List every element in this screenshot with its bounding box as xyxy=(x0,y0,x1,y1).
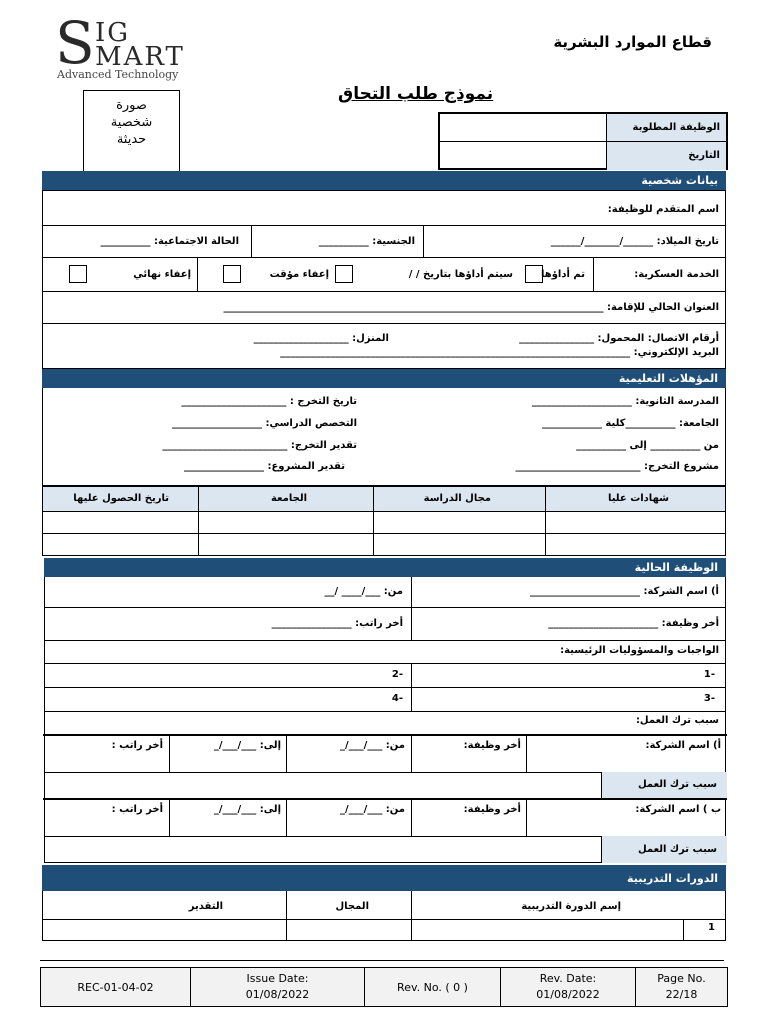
degrees-table xyxy=(42,486,726,556)
project-grade-label[interactable]: تقدير المشروع: ________________ xyxy=(184,461,345,472)
footer-rev-no: Rev. No. ( 0 ) xyxy=(364,968,500,1006)
job-date-table xyxy=(438,112,728,170)
training-row-number: 1 xyxy=(708,922,715,933)
footer-rev-label: Rev. Date: xyxy=(539,972,597,985)
prev-b-reason-label: سبب ترك العمل xyxy=(637,844,717,855)
photo-line-1: صورة xyxy=(116,98,147,113)
grad-date-label[interactable]: تاريخ التخرج : _____________________ xyxy=(181,396,357,407)
address-label: العنوان الحالي للإقامة: ____________________________________________________________________________ xyxy=(223,302,719,313)
degrees-header-1: شهادات عليا xyxy=(607,493,669,504)
duty-2[interactable]: -2 xyxy=(391,669,403,680)
contact-mobile-label: أرقام الاتصال: المحمول: _______________ xyxy=(519,333,719,344)
prev-a-last-job-label[interactable]: أخر وظيفة: xyxy=(463,740,521,751)
photo-line-3: حديثة xyxy=(116,132,147,147)
leave-reason-label[interactable]: سبب ترك العمل: xyxy=(635,715,719,726)
nationality-label: الجنسية: __________ xyxy=(318,236,415,247)
mil-temp-checkbox[interactable] xyxy=(223,265,241,283)
training-header-course: إسم الدورة التدريبية xyxy=(521,901,621,912)
university-label[interactable]: الجامعة: __________كلية ____________ xyxy=(541,418,719,429)
applicant-name-row[interactable] xyxy=(42,190,726,226)
mil-done-label: تم أداؤها xyxy=(541,269,585,280)
contact-home-label: المنزل: ___________________ xyxy=(253,333,389,344)
footer-code: REC-01-04-02 xyxy=(77,981,154,994)
job-label: الوظيفة المطلوبة xyxy=(606,114,726,141)
grad-grade-label[interactable]: تقدير التخرج: _________________________ xyxy=(162,440,357,451)
prev-b-last-job-label[interactable]: أخر وظيفة: xyxy=(463,804,521,815)
sector-title: قطاع الموارد البشرية xyxy=(553,33,712,51)
personal-section-header: بيانات شخصية xyxy=(42,171,726,190)
prev-a-reason-label: سبب ترك العمل xyxy=(637,779,717,790)
military-row xyxy=(42,258,726,292)
document-footer xyxy=(40,967,728,1007)
high-school-label[interactable]: المدرسة الثانوية: ____________________ xyxy=(531,396,719,407)
mil-later-label: سيتم أداؤها بتاريخ / / xyxy=(408,269,513,280)
from-to-label[interactable]: من __________ إلى __________ xyxy=(576,440,719,451)
birth-date-label: تاريخ الميلاد: ______/_______/______ xyxy=(550,236,719,247)
logo-tagline: Advanced Technology xyxy=(57,68,179,81)
current-from-label[interactable]: من: ___/____ /__ xyxy=(324,586,403,597)
marital-label: الحالة الاجتماعية: __________ xyxy=(100,236,239,247)
duty-3[interactable]: -3 xyxy=(703,693,715,704)
logo-letter-s: S xyxy=(55,9,95,77)
photo-line-2: شخصية xyxy=(110,115,153,130)
logo-letters-ig: IG xyxy=(95,18,131,48)
footer-issue xyxy=(190,968,364,1006)
email-label: البريد الإلكتروني: ______________________________________________________________________ xyxy=(280,347,719,358)
job-row[interactable] xyxy=(440,114,726,142)
prev-job-a-row xyxy=(45,736,727,772)
duty-1[interactable]: -1 xyxy=(703,669,715,680)
mil-done-checkbox[interactable] xyxy=(525,265,543,283)
specialty-label[interactable]: التخصص الدراسي: __________________ xyxy=(171,418,357,429)
prev-a-company-label[interactable]: أ) اسم الشركة: xyxy=(645,740,721,751)
duty-4[interactable]: -4 xyxy=(391,693,403,704)
mil-final-checkbox[interactable] xyxy=(69,265,87,283)
degrees-header-2: مجال الدراسة xyxy=(423,493,491,504)
prev-b-salary-label[interactable]: أخر راتب : xyxy=(111,804,163,815)
mil-later-checkbox[interactable] xyxy=(335,265,353,283)
training-header-grade: التقدير xyxy=(188,901,223,912)
training-header-field: المجال xyxy=(335,901,369,912)
footer-rev-date xyxy=(500,968,635,1006)
military-label: الخدمة العسكرية: xyxy=(634,269,719,280)
training-table xyxy=(42,891,726,941)
prev-b-from-label[interactable]: من: ___/___/_ xyxy=(340,804,405,815)
prev-a-salary-label[interactable]: أخر راتب : xyxy=(111,740,163,751)
footer-page-label: Page No. xyxy=(657,972,706,985)
form-title: نموذج طلب التحاق xyxy=(338,84,494,104)
address-row[interactable] xyxy=(42,292,726,324)
education-box xyxy=(42,388,726,486)
birth-row[interactable] xyxy=(42,226,726,258)
duties-label: الواجبات والمسؤوليات الرئيسية: xyxy=(560,645,719,656)
current-job-box xyxy=(44,577,726,863)
date-label: التاريخ xyxy=(606,142,726,170)
footer-page xyxy=(635,968,727,1006)
date-row[interactable] xyxy=(440,142,726,170)
footer-issue-date: 01/08/2022 xyxy=(245,988,310,1001)
applicant-name-label: اسم المتقدم للوظيفة: xyxy=(607,204,719,215)
mil-final-label: إعفاء نهائي xyxy=(133,269,191,280)
current-job-section-header: الوظيفة الحالية xyxy=(44,558,726,577)
footer-rev-date-value: 01/08/2022 xyxy=(536,988,600,1001)
prev-b-to-label[interactable]: إلى: ___/___/_ xyxy=(213,804,281,815)
training-section-header: الدورات التدريبية xyxy=(42,865,726,891)
degrees-header-4: تاريخ الحصول عليها xyxy=(73,493,169,504)
current-last-job-label[interactable]: أخر وظيفة: ______________________ xyxy=(548,618,719,629)
logo-letters-mart: MART xyxy=(95,42,185,72)
prev-job-b-row xyxy=(45,800,727,836)
mil-temp-label: إعفاء مؤقت xyxy=(269,269,329,280)
project-label[interactable]: مشروع التخرج: _________________________ xyxy=(515,461,719,472)
contact-row[interactable] xyxy=(42,324,726,369)
degrees-header-3: الجامعة xyxy=(270,493,307,504)
footer-page-value: 22/18 xyxy=(665,988,698,1001)
current-last-salary-label[interactable]: أخر راتب: ________________ xyxy=(271,618,403,629)
education-section-header: المؤهلات التعليمية xyxy=(42,369,726,388)
footer-issue-label: Issue Date: xyxy=(246,972,309,985)
prev-a-to-label[interactable]: إلى: ___/___/_ xyxy=(213,740,281,751)
prev-a-from-label[interactable]: من: ___/___/_ xyxy=(340,740,405,751)
company-label[interactable]: أ) اسم الشركة: ______________________ xyxy=(529,586,719,597)
prev-b-company-label[interactable]: ب ) اسم الشركة: xyxy=(635,804,721,815)
